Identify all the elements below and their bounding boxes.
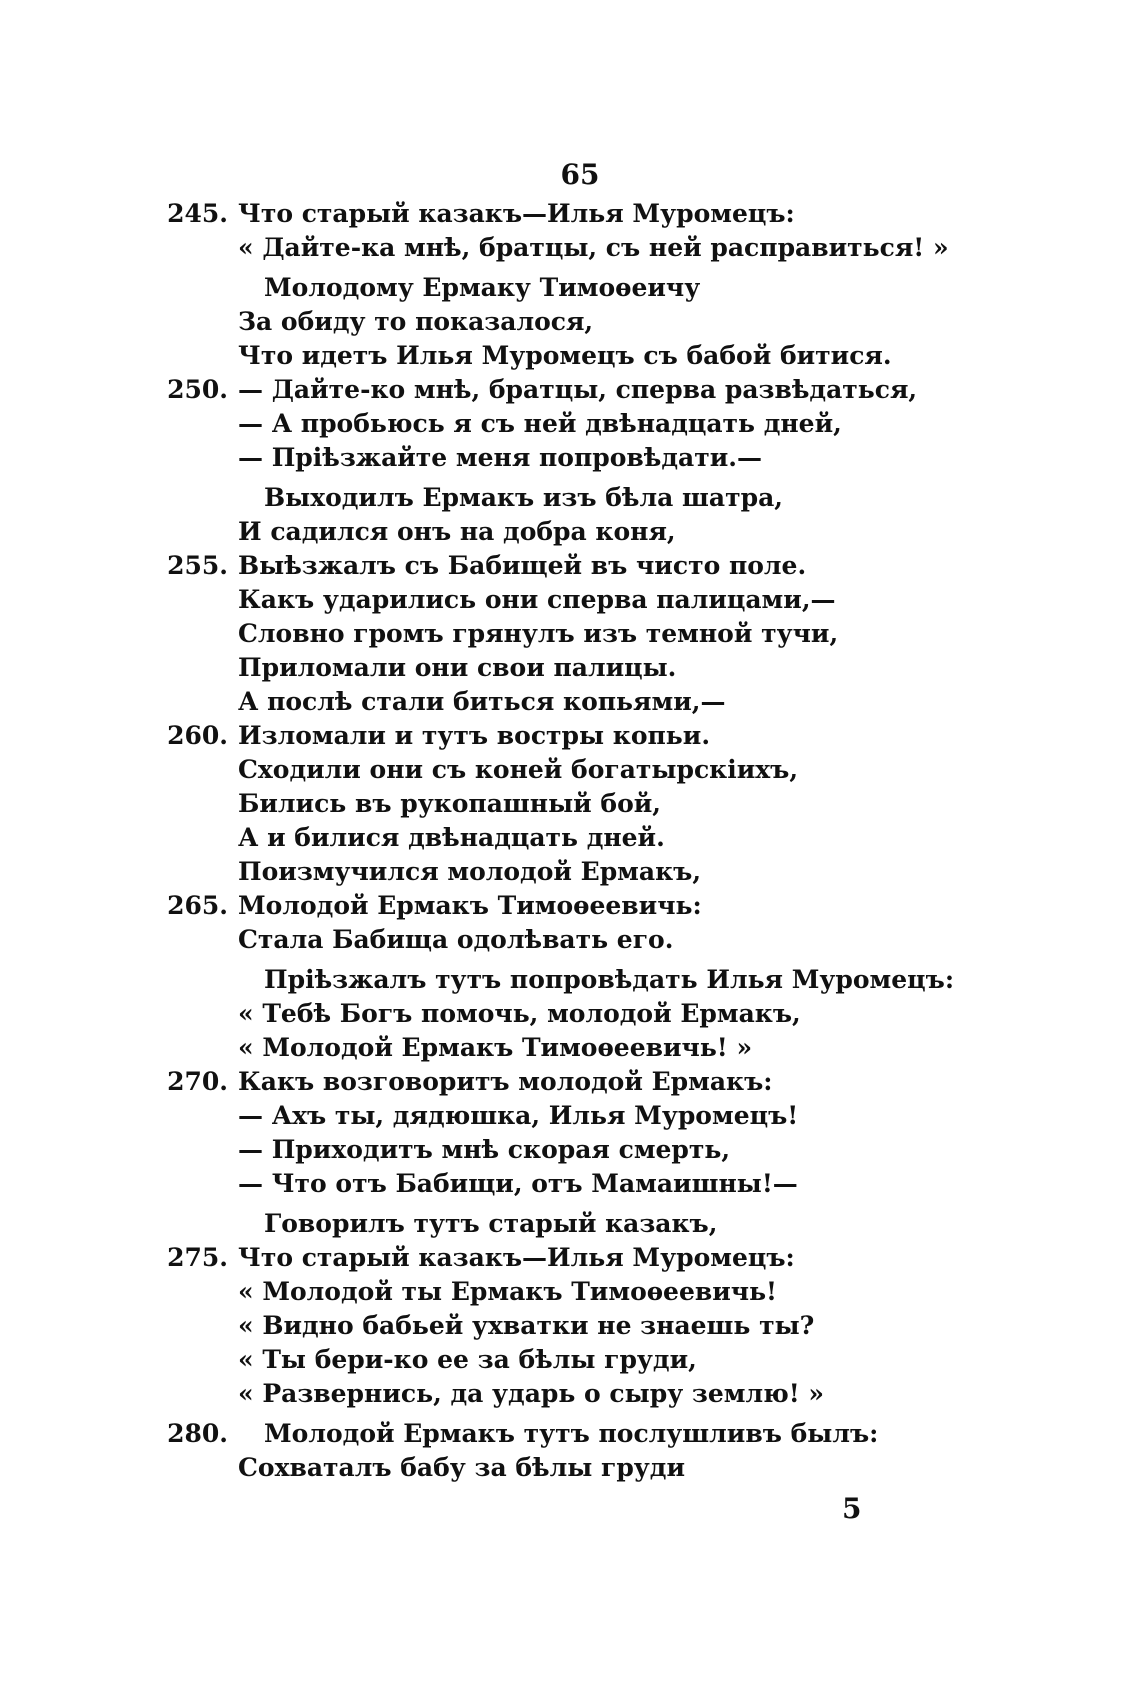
line-number: 245. <box>167 199 228 228</box>
verse-text: Сохваталъ бабу за бѣлы груди <box>238 1453 686 1482</box>
verse-text: — Приходитъ мнѣ скорая смерть, <box>238 1135 731 1164</box>
verse-text: Что идетъ Илья Муромецъ съ бабой битися. <box>238 341 892 370</box>
verse-line <box>0 963 1140 997</box>
verse-line <box>0 651 1140 685</box>
line-number: 275. <box>167 1243 228 1272</box>
verse-line <box>0 305 1140 339</box>
verse-line <box>0 1377 1140 1411</box>
verse-line <box>0 549 1140 583</box>
verse-text: Словно громъ грянулъ изъ темной тучи, <box>238 619 839 648</box>
line-number: 270. <box>167 1067 228 1096</box>
verse-text: Молодой Ермакъ тутъ послушливъ былъ: <box>264 1419 879 1448</box>
verse-text: Говорилъ тутъ старый казакъ, <box>264 1209 718 1238</box>
verse-text: — Дайте-ко мнѣ, братцы, сперва развѣдаться, <box>238 375 918 404</box>
verse-line <box>0 923 1140 957</box>
verse-line <box>0 719 1140 753</box>
verse-line <box>0 271 1140 305</box>
verse-line <box>0 481 1140 515</box>
verse-line <box>0 1451 1140 1485</box>
verse-text: Какъ ударились они сперва палицами,— <box>238 585 836 614</box>
verse-text: « Дайте-ка мнѣ, братцы, съ ней расправиться! » <box>238 233 949 262</box>
verse-text: Пріѣзжалъ тутъ попровѣдать Илья Муромецъ: <box>264 965 955 994</box>
verse-text: « Молодой ты Ермакъ Тимоѳеевичь! <box>238 1277 778 1306</box>
verse-line <box>0 1241 1140 1275</box>
verse-text: Стала Бабища одолѣвать его. <box>238 925 674 954</box>
verse-text: Молодой Ермакъ Тимоѳеевичь: <box>238 891 702 920</box>
verse-line <box>0 1099 1140 1133</box>
verse-line <box>0 515 1140 549</box>
verse-text: А и билися двѣнадцать дней. <box>238 823 665 852</box>
verse-text: — А пробьюсь я съ ней двѣнадцать дней, <box>238 409 842 438</box>
verse-text: За обиду то показалося, <box>238 307 594 336</box>
verse-text: « Тебѣ Богъ помочь, молодой Ермакъ, <box>238 999 801 1028</box>
verse-line <box>0 1031 1140 1065</box>
verse-text: — Пріѣзжайте меня попровѣдати.— <box>238 443 762 472</box>
verse-text: « Молодой Ермакъ Тимоѳеевичь! » <box>238 1033 753 1062</box>
verse-line <box>0 1133 1140 1167</box>
verse-line <box>0 1207 1140 1241</box>
verse-line <box>0 685 1140 719</box>
line-number: 280. <box>167 1419 228 1448</box>
verse-line <box>0 753 1140 787</box>
verse-line <box>0 889 1140 923</box>
verse-line <box>0 231 1140 265</box>
verse-line <box>0 1275 1140 1309</box>
verse-text: Поизмучился молодой Ермакъ, <box>238 857 702 886</box>
verse-line <box>0 1167 1140 1201</box>
verse-line <box>0 407 1140 441</box>
verse-text: Какъ возговоритъ молодой Ермакъ: <box>238 1067 773 1096</box>
verse-text: Что старый казакъ—Илья Муромецъ: <box>238 1243 795 1272</box>
verse-line <box>0 441 1140 475</box>
verse-line <box>0 821 1140 855</box>
verse-block <box>0 197 1140 1485</box>
line-number: 250. <box>167 375 228 404</box>
verse-text: Приломали они свои палицы. <box>238 653 677 682</box>
line-number: 260. <box>167 721 228 750</box>
verse-line <box>0 997 1140 1031</box>
verse-text: Выѣзжалъ съ Бабищей въ чисто поле. <box>238 551 807 580</box>
verse-text: Бились въ рукопашный бой, <box>238 789 661 818</box>
verse-line <box>0 1343 1140 1377</box>
verse-line <box>0 787 1140 821</box>
verse-text: Выходилъ Ермакъ изъ бѣла шатра, <box>264 483 783 512</box>
line-number: 265. <box>167 891 228 920</box>
signature-mark: 5 <box>842 1492 862 1525</box>
verse-text: Что старый казакъ—Илья Муромецъ: <box>238 199 795 228</box>
page-number: 65 <box>560 158 600 191</box>
verse-text: « Развернись, да ударь о сыру землю! » <box>238 1379 825 1408</box>
verse-text: « Ты бери-ко ее за бѣлы груди, <box>238 1345 697 1374</box>
verse-line <box>0 197 1140 231</box>
verse-text: — Ахъ ты, дядюшка, Илья Муромецъ! <box>238 1101 799 1130</box>
verse-text: Молодому Ермаку Тимоѳеичу <box>264 273 701 302</box>
verse-text: Сходили они съ коней богатырскіихъ, <box>238 755 799 784</box>
verse-text: — Что отъ Бабищи, отъ Мамаишны!— <box>238 1169 798 1198</box>
verse-line <box>0 373 1140 407</box>
line-number: 255. <box>167 551 228 580</box>
verse-text: И садился онъ на добра коня, <box>238 517 676 546</box>
verse-text: А послѣ стали биться копьями,— <box>238 687 726 716</box>
verse-line <box>0 617 1140 651</box>
verse-line <box>0 583 1140 617</box>
verse-line <box>0 1065 1140 1099</box>
verse-text: Изломали и тутъ востры копьи. <box>238 721 711 750</box>
verse-line <box>0 339 1140 373</box>
verse-line <box>0 1309 1140 1343</box>
verse-line <box>0 855 1140 889</box>
verse-text: « Видно бабьей ухватки не знаешь ты? <box>238 1311 815 1340</box>
verse-line <box>0 1417 1140 1451</box>
